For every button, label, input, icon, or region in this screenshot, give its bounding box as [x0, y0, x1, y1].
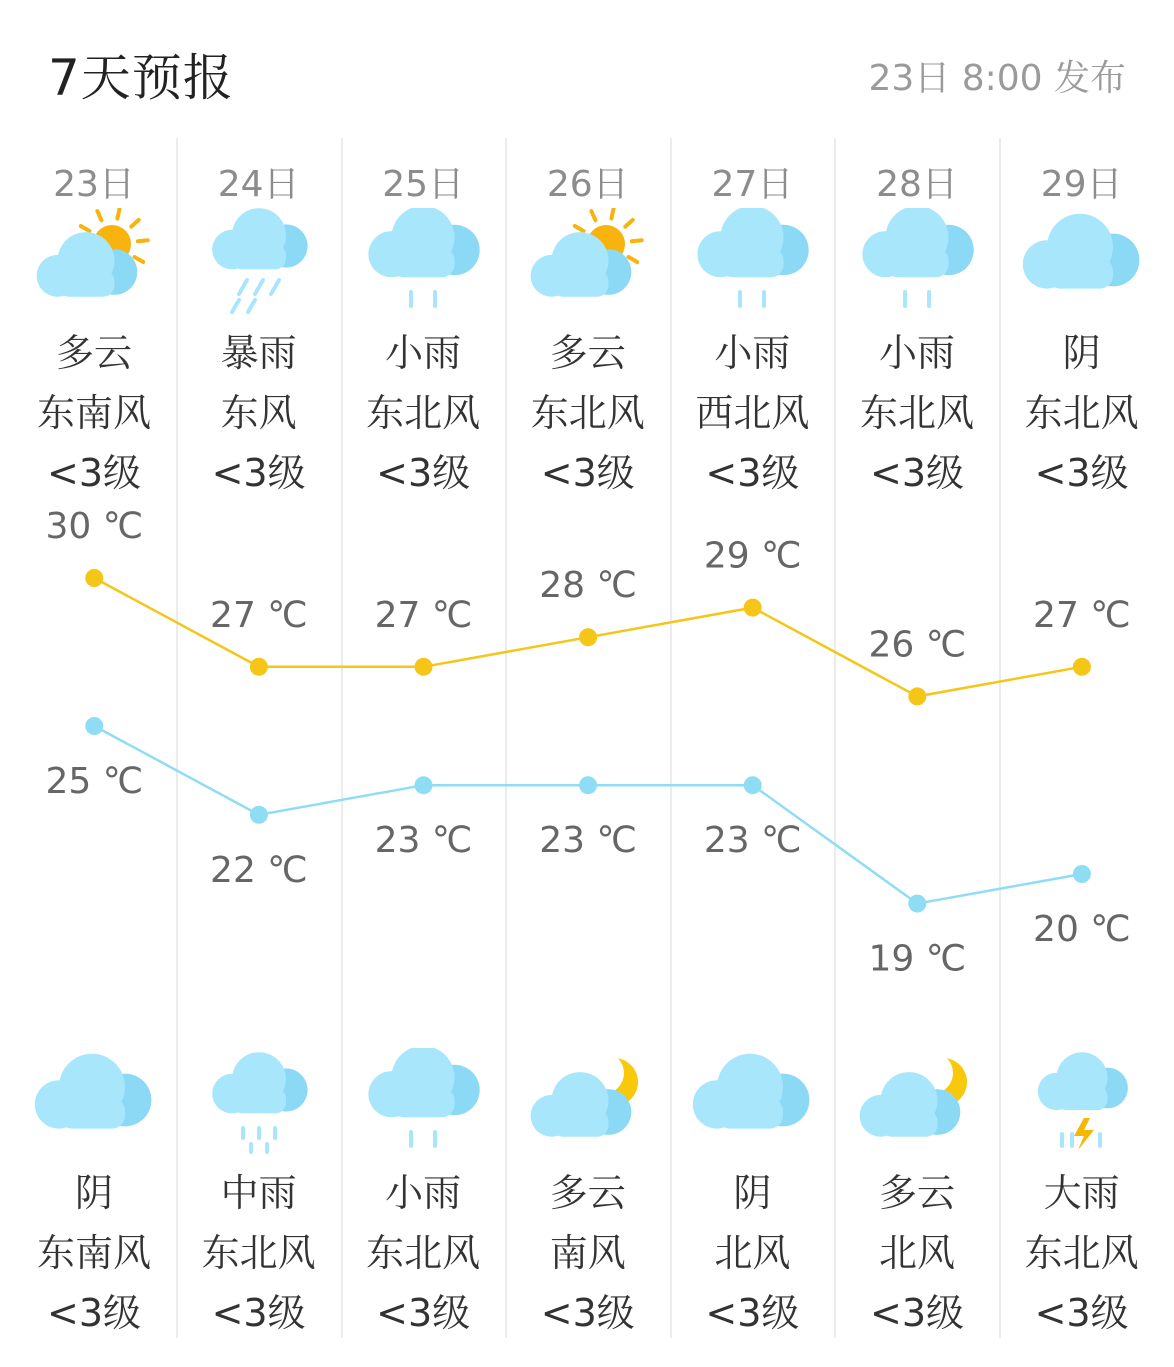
day-date: 28日 — [876, 164, 958, 205]
night-wind-level: <3级 — [211, 1291, 306, 1335]
high-temp-point — [908, 687, 926, 705]
day-date: 25日 — [382, 164, 465, 205]
high-temp-point — [744, 599, 762, 617]
day-weather: 多云 — [55, 331, 132, 375]
low-temp-point — [415, 776, 433, 794]
night-wind-level: <3级 — [705, 1291, 800, 1335]
day-weather: 小雨 — [714, 331, 791, 375]
low-temp-label: 19 ℃ — [868, 938, 967, 980]
high-temp-point — [1073, 658, 1091, 676]
night-wind-level: <3级 — [46, 1291, 142, 1335]
night-wind: 北风 — [878, 1231, 955, 1275]
page-title: 7天预报 — [48, 49, 234, 107]
night-wind: 东北风 — [201, 1231, 316, 1275]
day-wind: 东北风 — [366, 391, 481, 435]
night-weather: 阴 — [733, 1171, 772, 1215]
night-wind-level: <3级 — [1034, 1291, 1129, 1335]
publish-time: 23日 8:00 发布 — [868, 58, 1126, 99]
night-weather: 多云 — [549, 1171, 626, 1215]
high-temp-point — [415, 658, 433, 676]
night-wind-level: <3级 — [376, 1291, 471, 1335]
day-date: 23日 — [53, 164, 135, 205]
forecast-grid — [12, 138, 1164, 1338]
high-temp-label: 27 ℃ — [1033, 594, 1131, 636]
low-temp-point — [744, 776, 762, 794]
night-weather: 阴 — [74, 1171, 113, 1215]
low-temp-label: 23 ℃ — [374, 820, 473, 862]
low-temp-point — [908, 895, 926, 913]
day-wind: 东北风 — [859, 391, 974, 435]
low-temp-point — [579, 776, 597, 794]
day-wind: 东南风 — [36, 391, 151, 435]
night-wind: 南风 — [549, 1231, 626, 1275]
night-wind-level: <3级 — [540, 1291, 635, 1335]
night-wind: 东南风 — [36, 1231, 151, 1275]
low-temp-point — [85, 717, 103, 735]
low-temp-label: 23 ℃ — [539, 820, 637, 862]
day-wind-level: <3级 — [211, 451, 306, 495]
low-temp-label: 23 ℃ — [703, 820, 802, 862]
day-date: 26日 — [546, 164, 629, 205]
day-date: 24日 — [217, 164, 300, 205]
day-wind: 西北风 — [695, 391, 810, 435]
day-wind: 东北风 — [530, 391, 645, 435]
night-wind: 东北风 — [366, 1231, 481, 1275]
high-temp-label: 30 ℃ — [45, 506, 144, 547]
night-weather: 中雨 — [220, 1171, 297, 1215]
low-temp-label: 20 ℃ — [1033, 909, 1131, 950]
high-temp-point — [85, 569, 103, 587]
day-date: 27日 — [711, 164, 794, 205]
day-weather: 暴雨 — [220, 331, 297, 375]
high-temp-label: 29 ℃ — [703, 535, 802, 577]
day-weather: 小雨 — [878, 331, 955, 375]
night-wind-level: <3级 — [869, 1291, 965, 1335]
high-temp-point — [579, 628, 597, 646]
night-weather: 小雨 — [385, 1171, 462, 1215]
day-wind-level: <3级 — [869, 451, 965, 495]
day-wind-level: <3级 — [705, 451, 800, 495]
high-temp-point — [250, 658, 268, 676]
day-wind: 东风 — [220, 391, 297, 435]
high-temp-label: 27 ℃ — [374, 594, 473, 636]
high-temp-label: 27 ℃ — [210, 594, 308, 636]
day-weather: 阴 — [1062, 331, 1101, 375]
day-wind-level: <3级 — [1034, 451, 1129, 495]
low-temp-point — [250, 806, 268, 824]
high-temp-label: 26 ℃ — [868, 624, 967, 666]
low-temp-label: 22 ℃ — [210, 849, 308, 891]
night-weather: 多云 — [878, 1171, 955, 1215]
temperature-chart — [12, 138, 1164, 1338]
day-wind-level: <3级 — [540, 451, 635, 495]
day-wind-level: <3级 — [46, 451, 142, 495]
night-weather: 大雨 — [1043, 1171, 1120, 1215]
day-weather: 多云 — [549, 331, 626, 375]
day-wind: 东北风 — [1024, 391, 1139, 435]
night-wind: 东北风 — [1024, 1231, 1139, 1275]
high-temp-label: 28 ℃ — [539, 565, 637, 607]
day-weather: 小雨 — [385, 331, 462, 375]
low-temp-label: 25 ℃ — [45, 761, 144, 802]
day-date: 29日 — [1040, 164, 1123, 205]
day-wind-level: <3级 — [376, 451, 471, 495]
low-temp-point — [1073, 865, 1091, 883]
night-wind: 北风 — [714, 1231, 791, 1275]
